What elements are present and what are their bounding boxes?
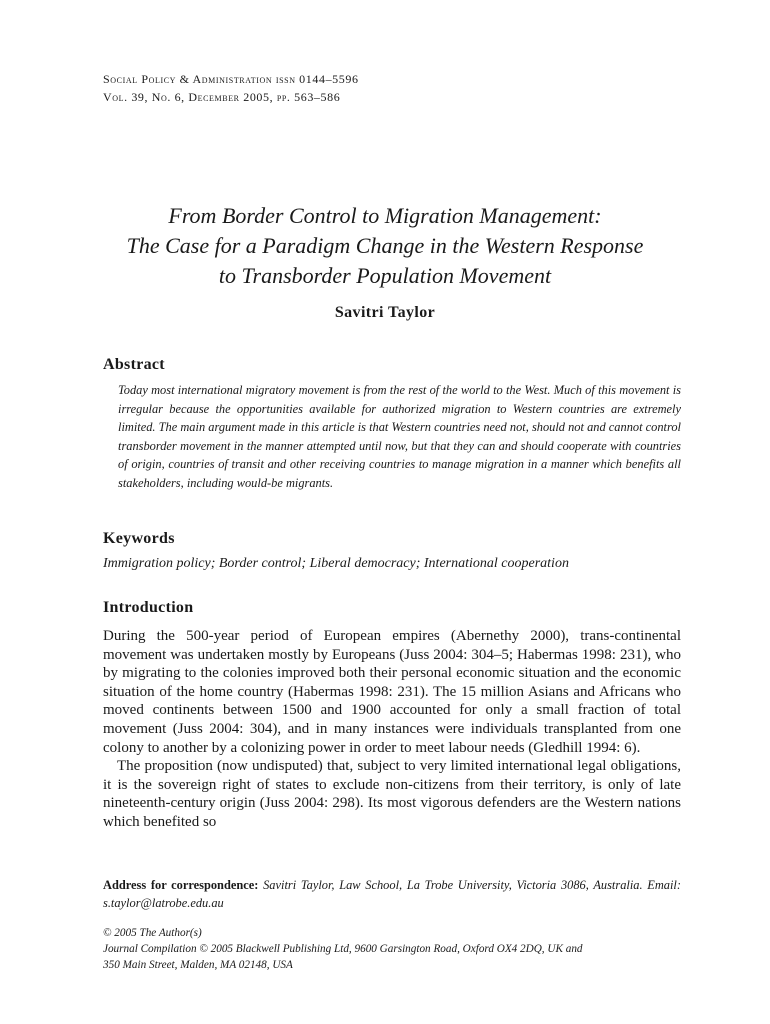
- journal-citation-line: Social Policy & Administration issn 0144–5596: [103, 72, 359, 86]
- correspondence-address: [103, 876, 681, 912]
- copyright-line: Journal Compilation © 2005 Blackwell Publishing Ltd, 9600 Garsington Road, Oxford OX4 2DQ, UK and: [103, 943, 583, 955]
- address-label: Address for correspondence:: [103, 878, 259, 892]
- copyright-line: © 2005 The Author(s): [103, 927, 202, 939]
- title-line: to Transborder Population Movement: [218, 263, 552, 288]
- journal-volume-line: Vol. 39, No. 6, December 2005, pp. 563–586: [103, 90, 341, 104]
- article-title: [60, 201, 710, 291]
- journal-header: [103, 70, 663, 106]
- keywords-heading: Keywords: [103, 530, 175, 547]
- title-line: The Case for a Paradigm Change in the Western Response: [126, 233, 644, 258]
- abstract-text: Today most international migratory movement is from the rest of the world to the West. Much of this movement is irregular because the opportunities available for authorized migration to Western countries are extremely limited. The main argument made in this article is that Western countries need not, should not and cannot control transborder movement in the manner attempted until now, but that they can and should cooperate with countries of origin, countries of transit and other receiving countries to manage migration in a manner which benefits all stakeholders, including would-be migrants.: [118, 383, 681, 490]
- address-text: Savitri Taylor, Law School, La Trobe University, Victoria 3086, Australia. Email: s.taylor@latrobe.edu.au: [103, 878, 682, 910]
- introduction-heading: Introduction: [103, 599, 194, 616]
- keywords-text: Immigration policy; Border control; Liberal democracy; International cooperation: [103, 556, 569, 571]
- abstract-heading: Abstract: [103, 356, 165, 373]
- body-paragraph: The proposition (now undisputed) that, subject to very limited international legal obligations, it is the sovereign right of states to exclude non-citizens from their territory, is only of late nineteenth-century origin (Juss 2004: 298). Its most vigorous defenders are the Western nations which benefited so: [103, 758, 681, 830]
- body-paragraph: During the 500-year period of European empires (Abernethy 2000), trans-continental movement was undertaken mostly by Europeans (Juss 2004: 304–5; Habermas 1998: 231), who by migrating to the colonies improved both their personal economic situation and the economic situation of the home country (Habermas 1998: 231). The 15 million Asians and Africans who moved continents between 1500 and 1900 accounted for only a small fraction of total movement (Juss 2004: 304), and in many instances were individuals transplanted from one colony to another by a colonizing power in order to meet labour needs (Gledhill 1994: 6).: [103, 628, 681, 756]
- author-name: Savitri Taylor: [334, 304, 436, 321]
- title-line: From Border Control to Migration Management:: [168, 203, 602, 228]
- copyright-notice: [103, 925, 681, 973]
- introduction-body: [103, 627, 681, 832]
- copyright-line: 350 Main Street, Malden, MA 02148, USA: [103, 959, 293, 971]
